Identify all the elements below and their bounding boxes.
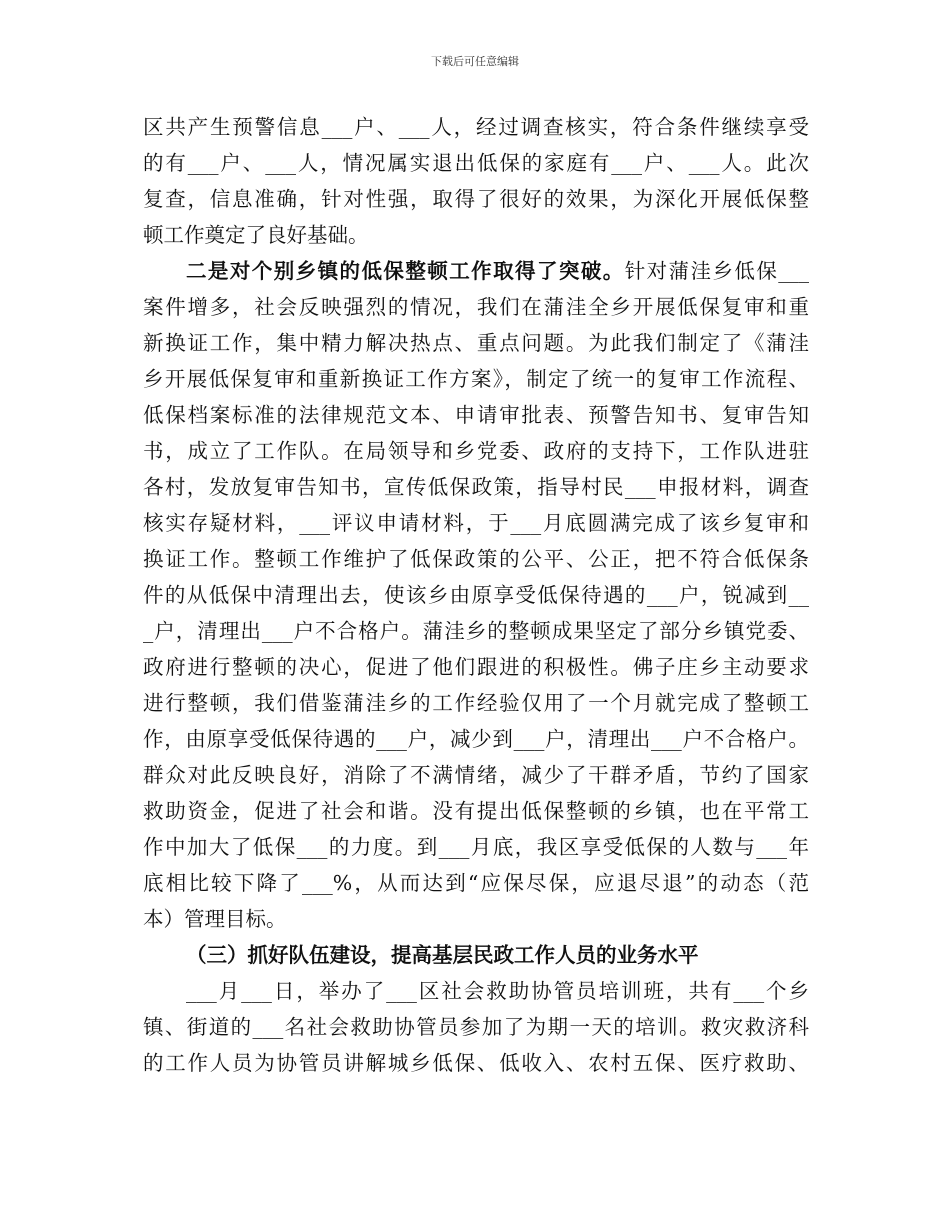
section-heading: （三）抓好队伍建设，提高基层民政工作人员的业务水平 [186,943,699,967]
text-line: 政府进行整顿的决心，促进了他们跟进的积极性。佛子庄乡主动要求 [143,655,809,679]
text-line: 换证工作。整顿工作维护了低保政策的公平、公正，把不符合低保条 [143,547,809,571]
text-line: 顿工作奠定了良好基础。 [143,223,369,247]
text-span: 针对蒲洼乡低保___ [624,259,809,283]
text-line: 救助资金，促进了社会和谐。没有提出低保整顿的乡镇，也在平常工 [143,799,809,823]
text-line: 低保档案标准的法律规范文本、申请审批表、预警告知书、复审告知 [143,403,809,427]
text-line: _户，清理出___户不合格户。蒲洼乡的整顿成果坚定了部分乡镇党委、 [143,619,809,643]
text-line: 各村，发放复审告知书，宣传低保政策，指导村民___申报材料，调查 [143,475,809,499]
text-line: 复查，信息准确，针对性强，取得了很好的效果，为深化开展低保整 [143,187,809,211]
paragraph-1 [143,109,809,253]
text-line: 乡开展低保复审和重新换证工作方案》，制定了统一的复审工作流程、 [143,367,809,391]
text-line: 作中加大了低保___的力度。到___月底，我区享受低保的人数与___年 [143,835,809,859]
document-body [143,109,809,1081]
text-line: 进行整顿，我们借鉴蒲洼乡的工作经验仅用了一个月就完成了整顿工 [143,691,809,715]
text-line: 的工作人员为协管员讲解城乡低保、低收入、农村五保、医疗救助、 [143,1051,809,1075]
text-line: 件的从低保中清理出去，使该乡由原享受低保待遇的___户，锐减到__ [143,583,809,607]
text-line: 区共产生预警信息___户、___人，经过调查核实，符合条件继续享受 [143,115,809,139]
text-line: 核实存疑材料，___评议申请材料，于___月底圆满完成了该乡复审和 [143,511,809,535]
text-line: ___月___日，举办了___区社会救助协管员培训班，共有___个乡 [186,979,809,1003]
paragraph-2 [143,253,809,937]
text-line: 作，由原享受低保待遇的___户，减少到___户，清理出___户不合格户。 [143,727,809,751]
text-line: 群众对此反映良好，消除了不满情绪，减少了干群矛盾，节约了国家 [143,763,809,787]
paragraph-3 [143,973,809,1081]
text-line: 书，成立了工作队。在局领导和乡党委、政府的支持下，工作队进驻 [143,439,809,463]
text-line: 本）管理目标。 [143,907,287,931]
text-line: 底相比较下降了___%，从而达到“应保尽保，应退尽退”的动态（范 [143,871,809,895]
text-line: 案件增多，社会反映强烈的情况，我们在蒲洼全乡开展低保复审和重 [143,295,809,319]
bold-lead: 二是对个别乡镇的低保整顿工作取得了突破。 [186,259,625,283]
page-header-note: 下载后可任意编辑 [431,55,519,68]
text-line [143,253,809,289]
text-line: 新换证工作，集中精力解决热点、重点问题。为此我们制定了《蒲洼 [143,331,809,355]
text-line: 镇、街道的___名社会救助协管员参加了为期一天的培训。救灾救济科 [143,1015,809,1039]
text-line: 的有___户、___人，情况属实退出低保的家庭有___户、___人。此次 [143,151,809,175]
